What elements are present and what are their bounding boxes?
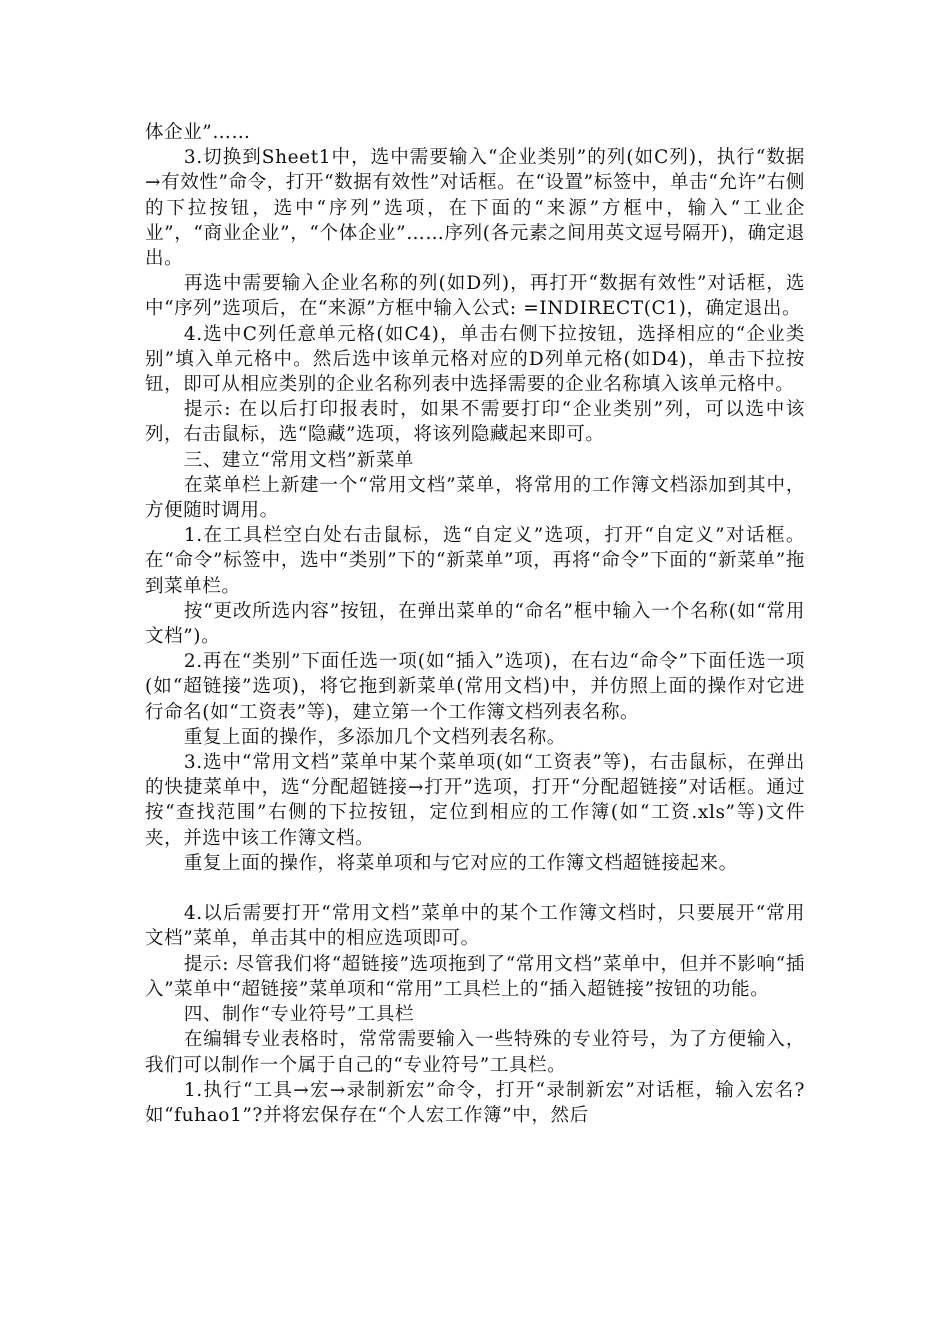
paragraph-step-4-select: 4.选中C列任意单元格(如C4)，单击右侧下拉按钮，选择相应的“企业类别”填入单元格中。然后选中该单元格对应的D列单元格(如D4)，单击下拉按钮，即可从相应类别的企业名称列表中选择需要的企业名称填入该单元格中。 xyxy=(145,323,805,396)
paragraph-step-1-customize: 1.在工具栏空白处右击鼠标，选“自定义”选项，打开“自定义”对话框。在“命令”标签中，选中“类别”下的“新菜单”项，再将“命令”下面的“新菜单”拖到菜单栏。 xyxy=(145,525,805,597)
paragraph-tip-hyperlink: 提示: 尽管我们将“超链接”选项拖到了“常用文档”菜单中，但并不影响“插入”菜单中“超链接”菜单项和“常用”工具栏上的“插入超链接”按钮的功能。 xyxy=(145,953,805,1000)
blank-line xyxy=(145,876,805,901)
paragraph-step-4-open: 4.以后需要打开“常用文档”菜单中的某个工作簿文档时，只要展开“常用文档”菜单，单击其中的相应选项即可。 xyxy=(145,903,805,950)
section-heading-4: 四、制作“专业符号”工具栏 xyxy=(183,1004,415,1026)
paragraph-step-3-assign: 3.选中“常用文档”菜单中某个菜单项(如“工资表”等)，右击鼠标，在弹出的快捷菜单中，选“分配超链接→打开”选项，打开“分配超链接”对话框。通过按“查找范围”右侧的下拉按钮，定位到相应的工作簿(如“工资.xls”等)文件夹，并选中该工作簿文档。 xyxy=(145,752,805,849)
paragraph-step-1-macro: 1.执行“工具→宏→录制新宏”命令，打开“录制新宏”对话框，输入宏名?如“fuhao1”?并将宏保存在“个人宏工作簿”中，然后 xyxy=(145,1079,805,1126)
paragraph-tip-hide-column: 提示: 在以后打印报表时，如果不需要打印“企业类别”列，可以选中该列，右击鼠标，选“隐藏”选项，将该列隐藏起来即可。 xyxy=(145,399,805,446)
paragraph-step-3-sheet1: 3.切换到Sheet1中，选中需要输入“企业类别”的列(如C列)，执行“数据→有效性”命令，打开“数据有效性”对话框。在“设置”标签中，单击“允许”右侧的下拉按钮，选中“序列”选项，在下面的“来源”方框中，输入“工业企业”，“商业企业”，“个体企业”……序列(各元素之间用英文逗号隔开)，确定退出。 xyxy=(145,147,805,270)
document-body xyxy=(145,120,805,1128)
section-heading-3: 三、建立“常用文档”新菜单 xyxy=(183,449,415,471)
paragraph-menu-intro: 在菜单栏上新建一个“常用文档”菜单，将常用的工作簿文档添加到其中，方便随时调用。 xyxy=(145,474,805,522)
paragraph-step-2-hyperlink: 2.再在“类别”下面任选一项(如“插入”选项)，在右边“命令”下面任选一项(如“超链接”选项)，将它拖到新菜单(常用文档)中，并仿照上面的操作对它进行命名(如“工资表”等)，建立第一个工作簿文档列表名称。 xyxy=(145,651,805,723)
paragraph-repeat-add: 重复上面的操作，多添加几个文档列表名称。 xyxy=(183,726,566,748)
paragraph-continuation: 体企业”…… xyxy=(145,122,251,143)
paragraph-indirect-formula: 再选中需要输入企业名称的列(如D列)，再打开“数据有效性”对话框，选中“序列”选项后，在“来源”方框中输入公式: =INDIRECT(C1)，确定退出。 xyxy=(145,273,805,320)
paragraph-repeat-link: 重复上面的操作，将菜单项和与它对应的工作簿文档超链接起来。 xyxy=(183,852,738,874)
paragraph-rename-menu: 按“更改所选内容”按钮，在弹出菜单的“命名”框中输入一个名称(如“常用文档”)。 xyxy=(145,600,805,648)
paragraph-symbols-intro: 在编辑专业表格时，常常需要输入一些特殊的专业符号，为了方便输入，我们可以制作一个属于自己的“专业符号”工具栏。 xyxy=(145,1029,805,1076)
